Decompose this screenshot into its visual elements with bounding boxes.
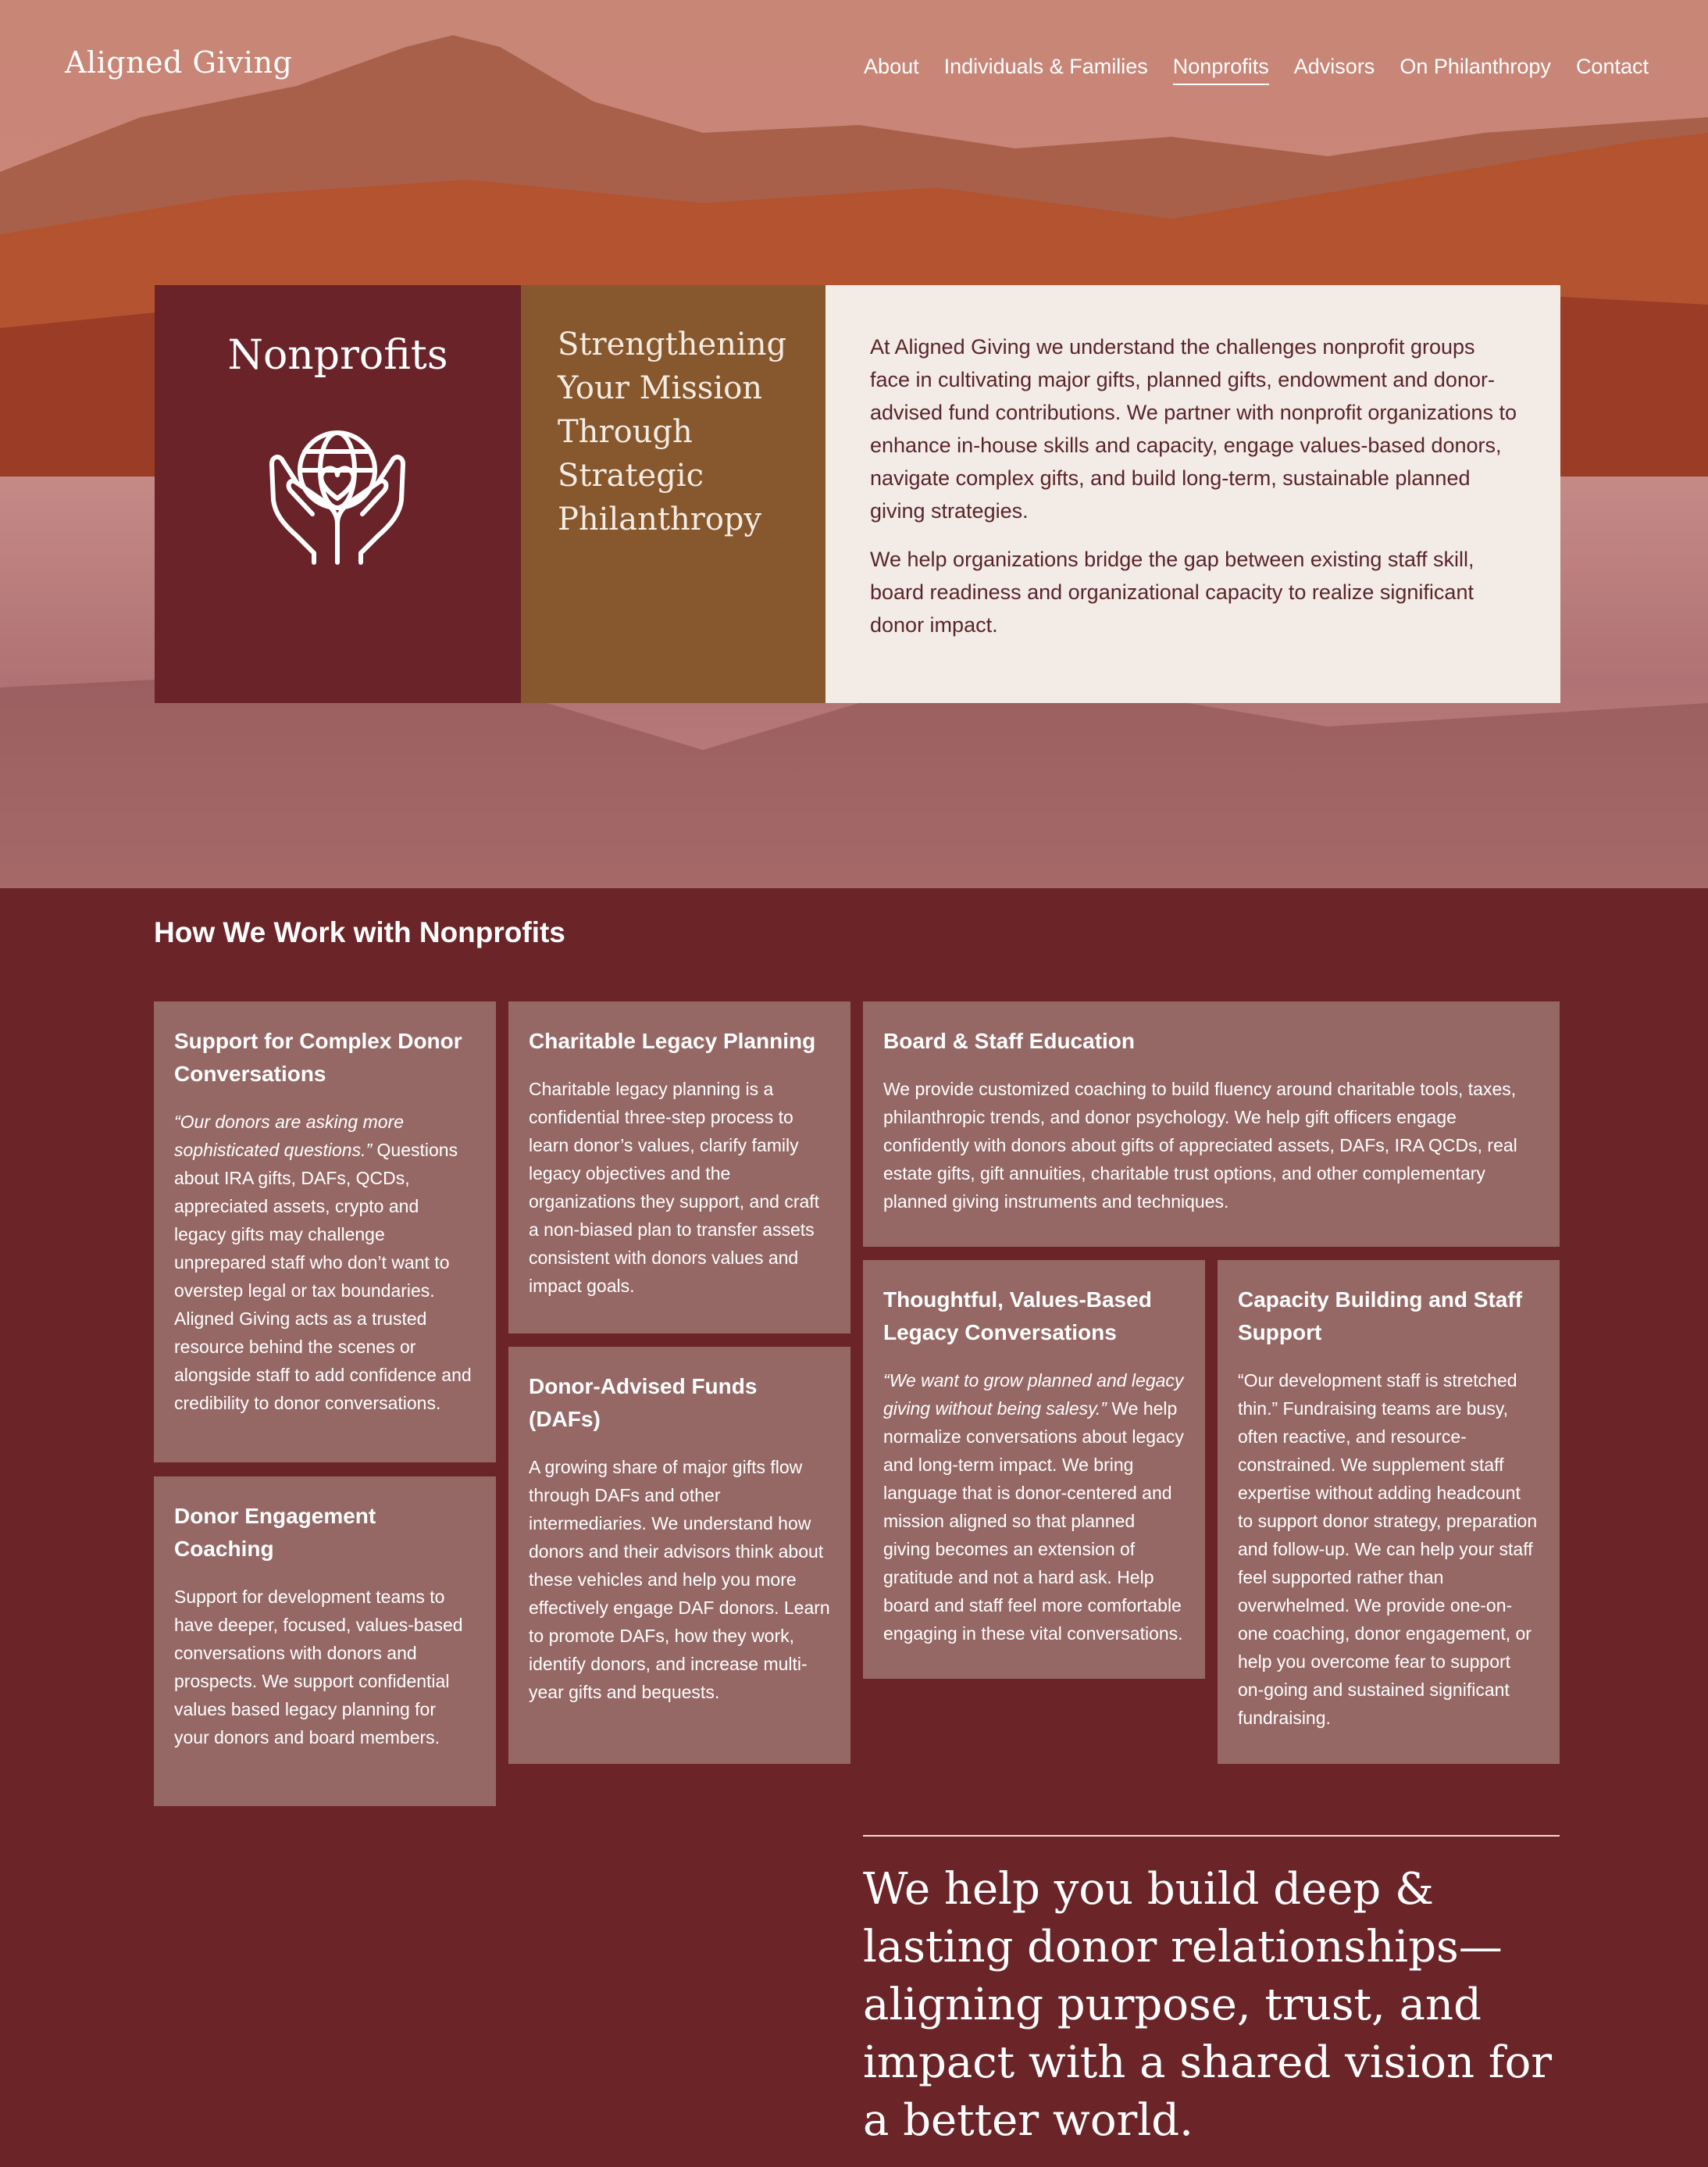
nav-individuals-families[interactable]: Individuals & Families xyxy=(943,55,1148,78)
page-title: Nonprofits xyxy=(227,332,448,379)
section-title: How We Work with Nonprofits xyxy=(154,916,565,948)
card-body: “Our development staff is stretched thin.” Fundraising teams are busy, often reactive, and resource-constrained. We supplement staff expertise without adding headcount to support donor strategy, preparation and follow-up. We can help your staff feel supported rather than overwhelmed. We provide one-on-one coaching, donor engagement, or help you overcome fear to support on-going and sustained significant fundraising. xyxy=(1238,1370,1538,1728)
card-body xyxy=(174,1108,476,1417)
main-nav xyxy=(864,55,1649,85)
hands-heart-globe-icon xyxy=(266,422,409,570)
card-quote: “We want to grow planned and legacy giving without being salesy.” xyxy=(883,1370,1184,1419)
nav-advisors[interactable]: Advisors xyxy=(1293,55,1375,78)
card-title: Donor-Advised Funds (DAFs) xyxy=(529,1374,758,1431)
page-subtitle: Strengthening Your Mission Through Strategic Philanthropy xyxy=(558,327,787,537)
page-title-panel xyxy=(155,285,521,703)
nav-nonprofits[interactable]: Nonprofits xyxy=(1173,55,1269,85)
card-body: A growing share of major gifts flow through DAFs and other intermediaries. We understand how donors and their advisors think about these vehicles and help you more effectively engage DAF donors. Learn to promote DAFs, how they work, identify donors, and increase multi-year gifts and bequests. xyxy=(529,1457,830,1702)
service-card xyxy=(863,1260,1205,1679)
card-quote: “Our donors are asking more sophisticated questions.” xyxy=(174,1112,405,1160)
card-text: Questions about IRA gifts, DAFs, QCDs, appreciated assets, crypto and legacy gifts may challenge unprepared staff who don’t want to overstep legal or tax boundaries. Aligned Giving acts as a trusted resource behind the scenes or alongside staff to add confidence and credibility to donor conversations. xyxy=(174,1140,472,1413)
card-title: Donor Engagement Coaching xyxy=(174,1504,376,1561)
site-logo[interactable]: Aligned Giving xyxy=(65,45,293,80)
card-body: Support for development teams to have deeper, focused, values-based conversations with donors and prospects. We support confidential values based legacy planning for your donors and board members. xyxy=(174,1587,463,1748)
card-text: We help normalize conversations about legacy and long-term impact. We bring language that is donor-centered and mission aligned so that planned giving becomes an extension of gratitude and not a hard ask. Help board and staff feel more comfortable engaging in these vital conversations. xyxy=(883,1398,1184,1644)
nav-about[interactable]: About xyxy=(864,55,919,78)
card-body xyxy=(883,1366,1185,1648)
intro-panel xyxy=(825,285,1560,703)
card-title: Charitable Legacy Planning xyxy=(529,1029,816,1053)
service-card xyxy=(154,1001,496,1462)
intro-paragraph: We help organizations bridge the gap between existing staff skill, board readiness and organizational capacity to realize significant donor impact. xyxy=(870,548,1474,637)
subtitle-panel xyxy=(521,285,825,703)
card-title: Support for Complex Donor Conversations xyxy=(174,1029,462,1086)
service-card xyxy=(508,1347,850,1764)
card-body: We provide customized coaching to build fluency around charitable tools, taxes, philanthropic trends, and donor psychology. We help gift officers engage confidently with donors about gifts of appreciated assets, DAFs, IRA QCDs, real estate gifts, gift annuities, charitable trust options, and other complementary planned giving instruments and techniques. xyxy=(883,1079,1517,1212)
nav-on-philanthropy[interactable]: On Philanthropy xyxy=(1400,55,1551,78)
intro-paragraph: At Aligned Giving we understand the challenges nonprofit groups face in cultivating major gifts, planned gifts, endowment and donor-advised fund contributions. We partner with nonprofit organizations to enhance in-house skills and capacity, engage values-based donors, navigate complex gifts, and build long-term, sustainable planned giving strategies. xyxy=(870,335,1517,523)
service-card xyxy=(154,1476,496,1806)
divider xyxy=(863,1835,1560,1837)
card-title: Capacity Building and Staff Support xyxy=(1238,1287,1523,1344)
service-card xyxy=(508,1001,850,1333)
service-card xyxy=(863,1001,1560,1247)
service-card xyxy=(1218,1260,1560,1764)
nav-contact[interactable]: Contact xyxy=(1575,55,1649,78)
card-title: Thoughtful, Values-Based Legacy Conversations xyxy=(883,1287,1152,1344)
card-body: Charitable legacy planning is a confidential three-step process to learn donor’s values, clarify family legacy objectives and the organizations they support, and craft a non-biased plan to transfer assets consistent with donors values and impact goals. xyxy=(529,1079,820,1296)
card-title: Board & Staff Education xyxy=(883,1029,1136,1053)
closing-quote: We help you build deep & lasting donor relationships—aligning purpose, trust, and impact with a shared vision for a better world. xyxy=(863,1864,1553,2146)
